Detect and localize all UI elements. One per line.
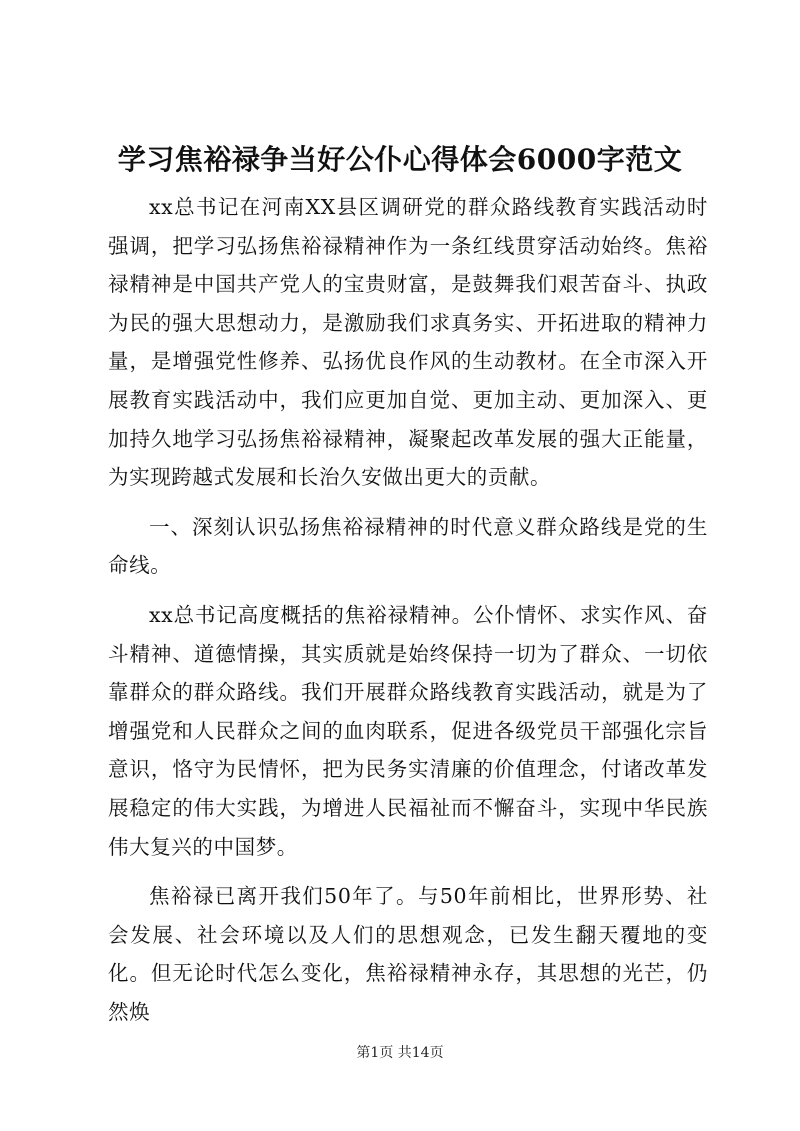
paragraph-1: xx总书记在河南XX县区调研党的群众路线教育实践活动时强调，把学习弘扬焦裕禄精神作为一条红线贯穿活动始终。焦裕禄精神是中国共产党人的宝贵财富，是鼓舞我们艰苦奋斗、执政为民的强大思想动力，是激励我们求真务实、开拓进取的精神力量，是增强党性修养、弘扬优良作风的生动教材。在全市深入开展教育实践活动中，我们应更加自觉、更加主动、更加深入、更加持久地学习弘扬焦裕禄精神，凝聚起改革发展的强大正能量，为实现跨越式发展和长治久安做出更大的贡献。 [108,195,708,490]
paragraph-4: 焦裕禄已离开我们50年了。与50年前相比，世界形势、社会发展、社会环境以及人们的思想观念，已发生翻天覆地的变化。但无论时代怎么变化，焦裕禄精神永存，其思想的光芒，仍然焕 [108,884,708,1024]
paragraph-2: 一、深刻认识弘扬焦裕禄精神的时代意义群众路线是党的生命线。 [108,514,708,578]
document-title: 学习焦裕禄争当好公仆心得体会6000字范文 [117,143,683,176]
paragraph-3: xx总书记高度概括的焦裕禄精神。公仆情怀、求实作风、奋斗精神、道德情操，其实质就是始终保持一切为了群众、一切依靠群众的群众路线。我们开展群众路线教育实践活动，就是为了增强党和人民群众之间的血肉联系，促进各级党员干部强化宗旨意识，恪守为民情怀，把为民务实清廉的价值理念，付诸改革发展稳定的伟大实践，为增进人民福祉而不懈奋斗，实现中华民族伟大复兴的中国梦。 [108,602,708,859]
page-footer: 第1页 共14页 [356,1045,444,1061]
document-body [108,188,708,1042]
